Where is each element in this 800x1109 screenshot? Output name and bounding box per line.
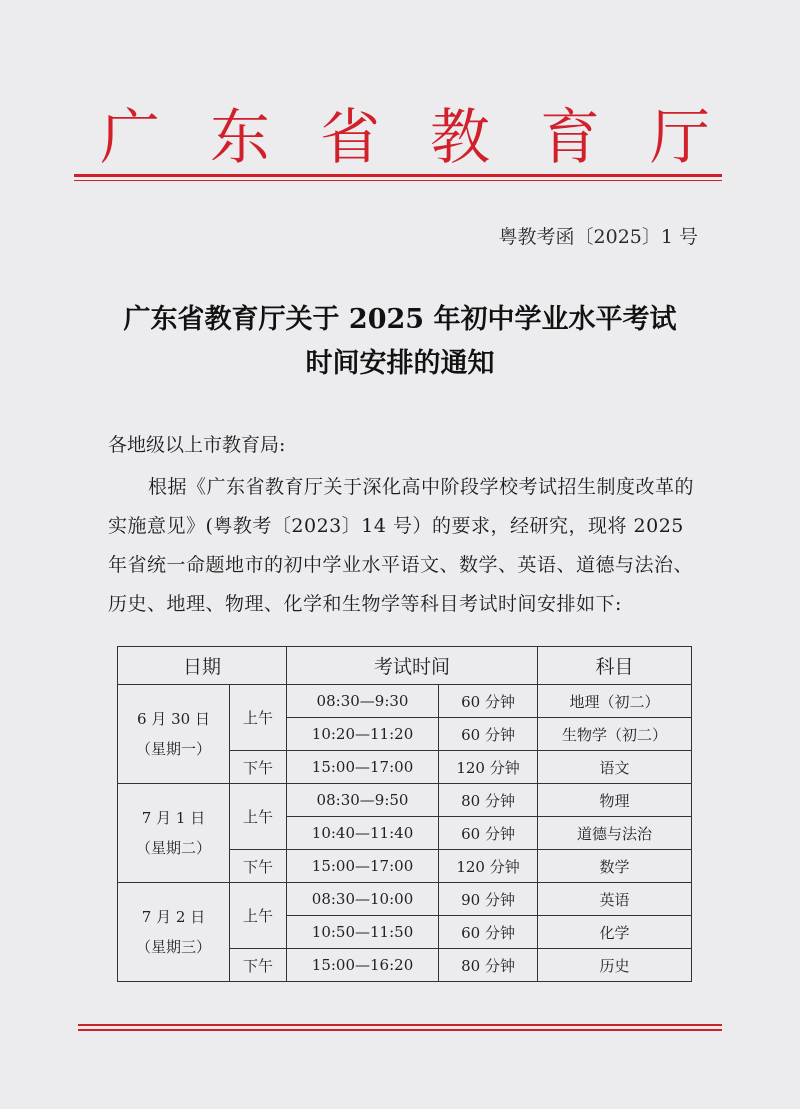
masthead-char: 教	[430, 103, 490, 173]
duration-cell: 60 分钟	[439, 685, 538, 718]
title-line-1: 广东省教育厅关于 2025 年初中学业水平考试	[123, 304, 677, 335]
document-number: 粤教考函〔2025〕1 号	[498, 226, 698, 248]
session-am: 上午	[230, 685, 287, 751]
duration-cell: 80 分钟	[439, 784, 538, 817]
masthead-char: 厅	[650, 103, 710, 173]
date: 7 月 1 日	[141, 809, 206, 827]
masthead-char: 东	[210, 103, 270, 173]
date-cell	[118, 685, 230, 784]
subject-cell: 生物学（初二）	[538, 718, 692, 751]
session-pm: 下午	[230, 850, 287, 883]
date-cell	[118, 784, 230, 883]
duration-cell: 60 分钟	[439, 718, 538, 751]
body-paragraph	[108, 468, 698, 624]
time-cell: 10:40—11:40	[287, 817, 439, 850]
time-cell: 08:30—9:50	[287, 784, 439, 817]
weekday: （星期二）	[135, 839, 211, 857]
subject-cell: 化学	[538, 916, 692, 949]
header-time: 考试时间	[287, 647, 538, 685]
footer-rule-2	[78, 1029, 722, 1031]
duration-cell: 60 分钟	[439, 916, 538, 949]
subject-cell: 数学	[538, 850, 692, 883]
body-text: 根据《广东省教育厅关于深化高中阶段学校考试招生制度改革的实施意见》(粤教考〔2023〕14 号）的要求，经研究，现将 2025 年省统一命题地市的初中学业水平语文、数学、英语、道德与法治、历史、地理、物理、化学和生物学等科目考试时间安排如下:	[108, 476, 695, 615]
subject-cell: 地理（初二）	[538, 685, 692, 718]
date: 6 月 30 日	[137, 710, 210, 728]
time-cell: 15:00—17:00	[287, 751, 439, 784]
salutation: 各地级以上市教育局:	[108, 434, 286, 456]
table-header-row	[118, 647, 692, 685]
subject-cell: 历史	[538, 949, 692, 982]
table-row	[118, 685, 692, 718]
weekday: （星期三）	[135, 938, 211, 956]
duration-cell: 120 分钟	[439, 751, 538, 784]
session-pm: 下午	[230, 751, 287, 784]
subject-cell: 语文	[538, 751, 692, 784]
time-cell: 08:30—10:00	[287, 883, 439, 916]
masthead-char: 广	[100, 103, 160, 173]
date: 7 月 2 日	[141, 908, 206, 926]
session-am: 上午	[230, 784, 287, 850]
session-pm: 下午	[230, 949, 287, 982]
footer-rule	[78, 1024, 722, 1026]
subject-cell: 道德与法治	[538, 817, 692, 850]
date-cell	[118, 883, 230, 982]
table-row	[118, 784, 692, 817]
title-line-2: 时间安排的通知	[305, 348, 495, 379]
header-date: 日期	[118, 647, 287, 685]
session-am: 上午	[230, 883, 287, 949]
time-cell: 15:00—17:00	[287, 850, 439, 883]
schedule-table	[117, 646, 692, 982]
masthead-char: 省	[320, 103, 380, 173]
time-cell: 10:50—11:50	[287, 916, 439, 949]
table-row	[118, 883, 692, 916]
duration-cell: 60 分钟	[439, 817, 538, 850]
weekday: （星期一）	[135, 740, 211, 758]
time-cell: 08:30—9:30	[287, 685, 439, 718]
subject-cell: 英语	[538, 883, 692, 916]
masthead	[100, 103, 710, 173]
masthead-char: 育	[540, 103, 600, 173]
header-subject: 科目	[538, 647, 692, 685]
time-cell: 10:20—11:20	[287, 718, 439, 751]
duration-cell: 90 分钟	[439, 883, 538, 916]
duration-cell: 80 分钟	[439, 949, 538, 982]
masthead-rule-thin	[74, 180, 722, 181]
document-title	[80, 298, 720, 386]
subject-cell: 物理	[538, 784, 692, 817]
time-cell: 15:00—16:20	[287, 949, 439, 982]
masthead-rule	[74, 174, 722, 177]
duration-cell: 120 分钟	[439, 850, 538, 883]
